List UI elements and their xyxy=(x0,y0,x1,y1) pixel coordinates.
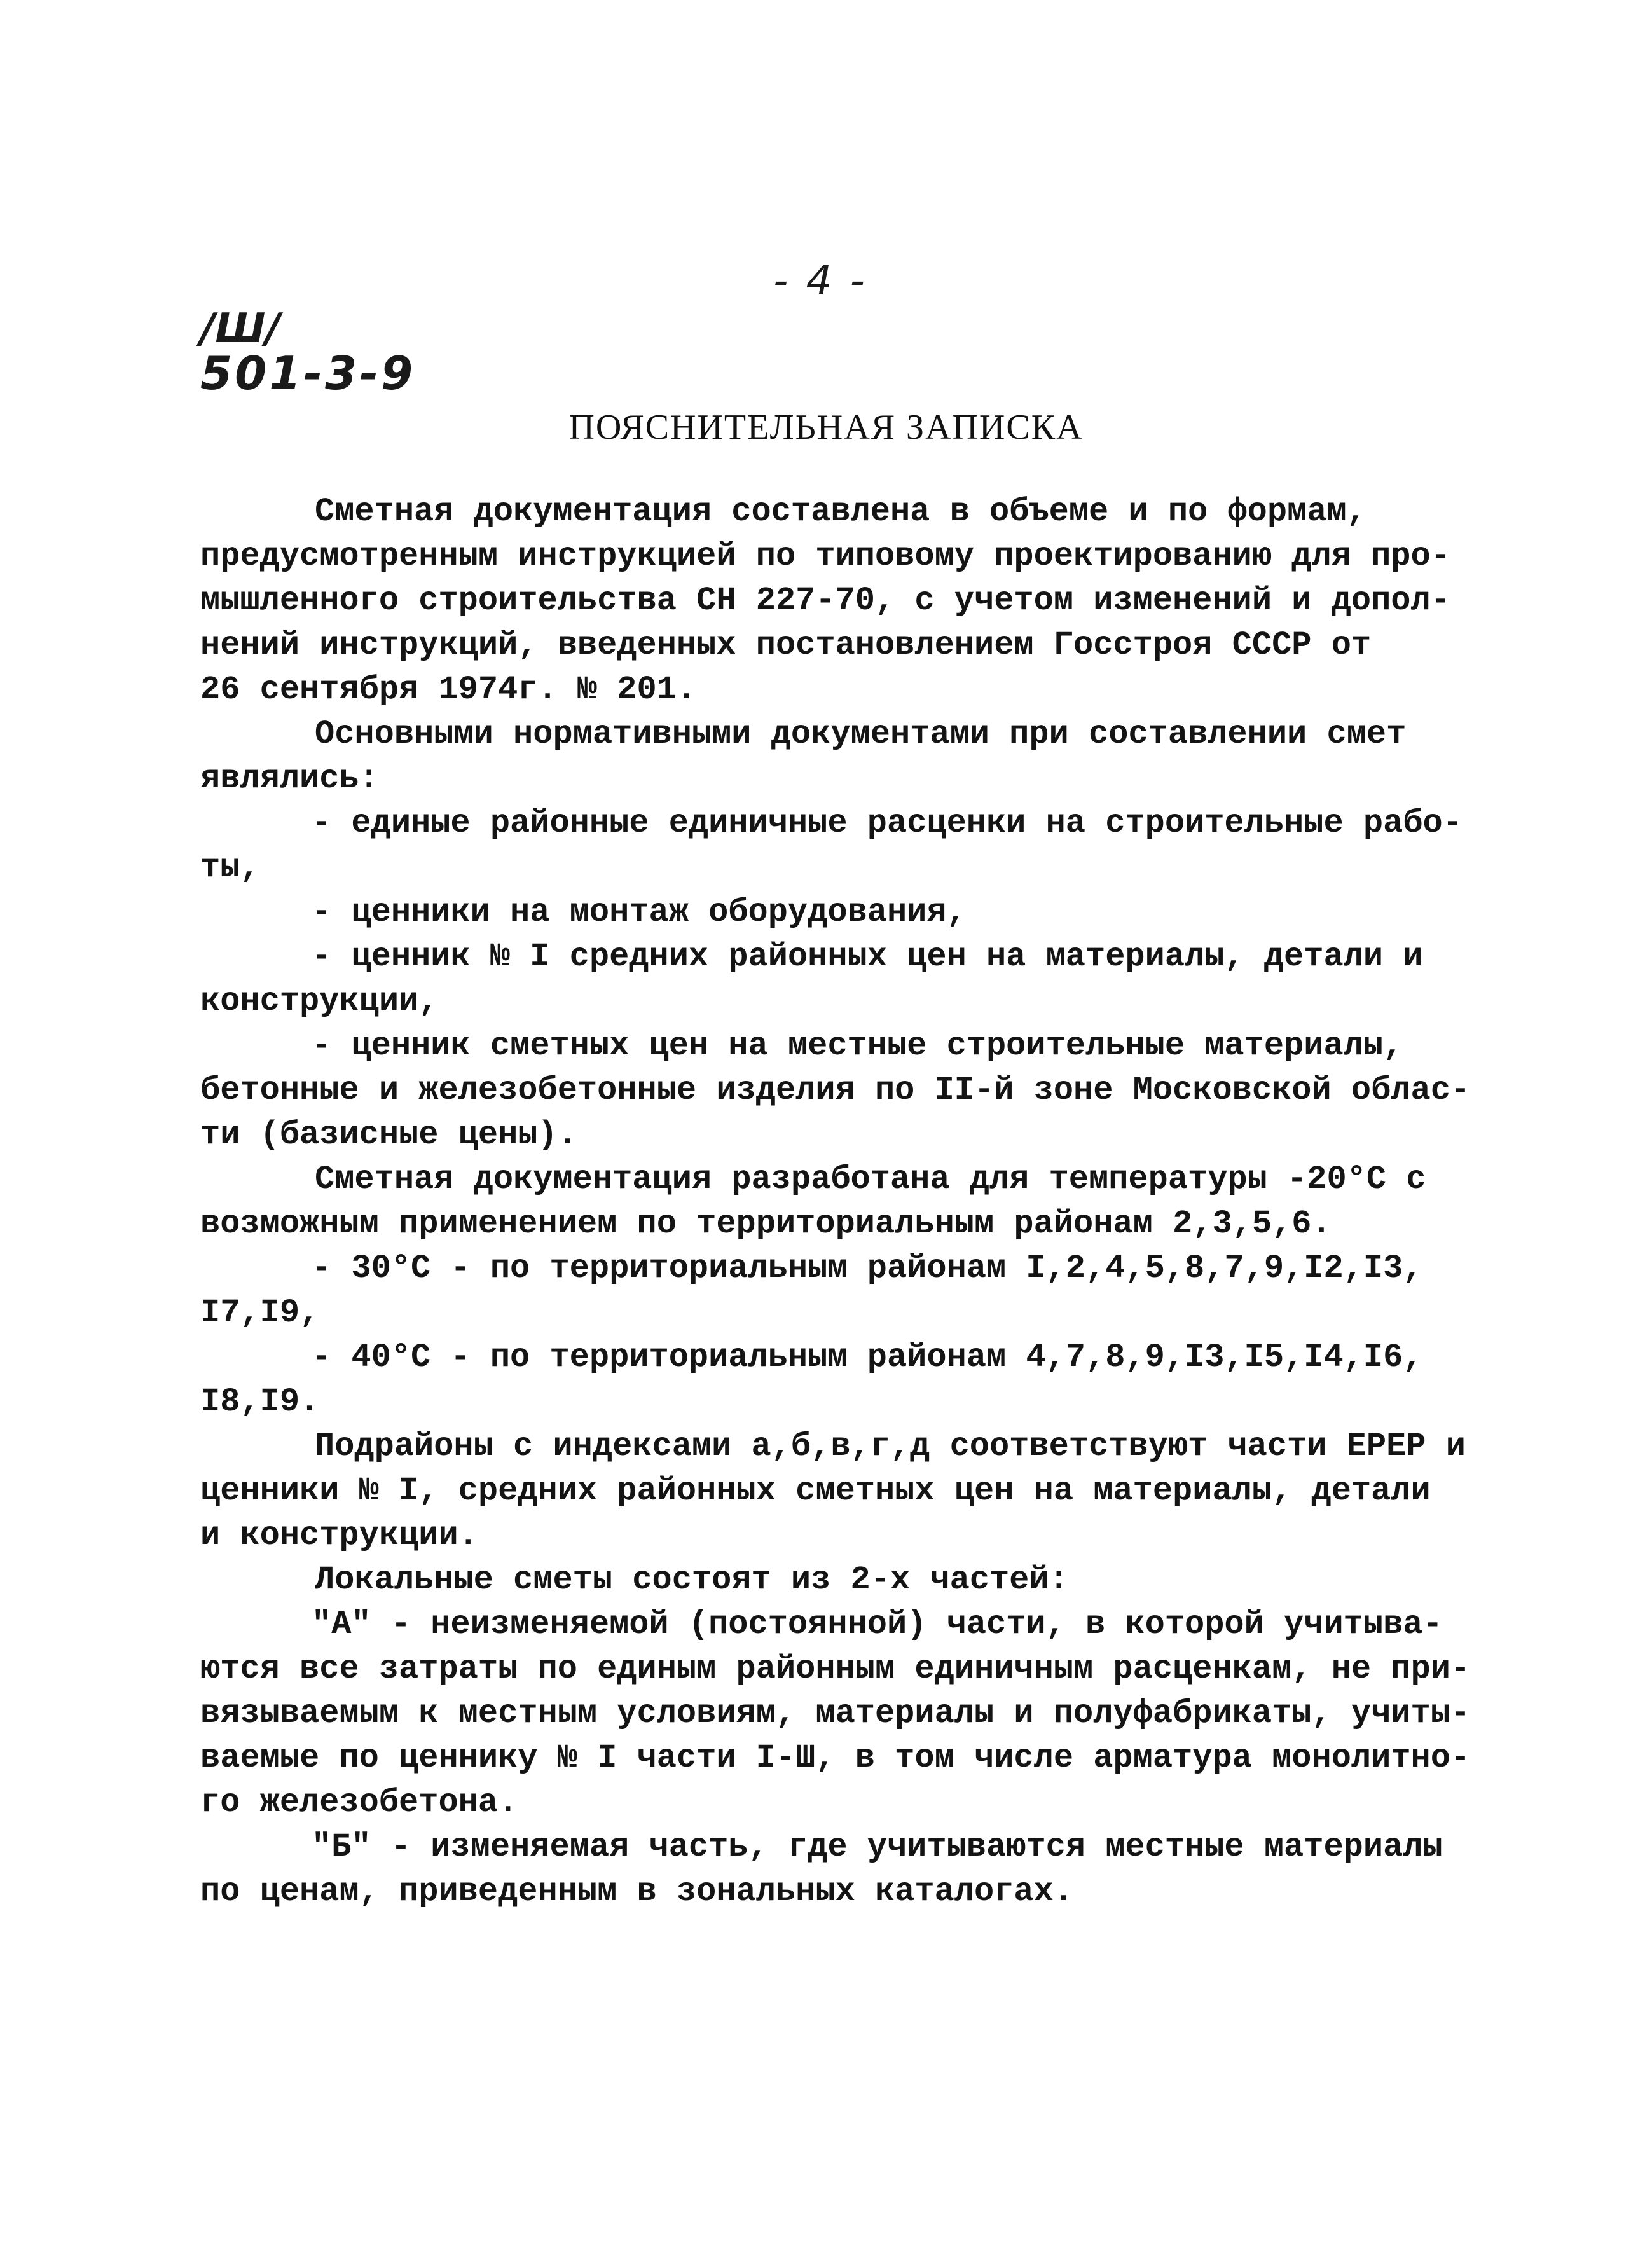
text-line: по ценам, приведенным в зональных каталогах. xyxy=(200,1873,1074,1910)
explanatory-note-body xyxy=(200,490,1471,1914)
page-number: - 4 - xyxy=(773,258,867,305)
text-line: Сметная документация составлена в объеме и по формам, xyxy=(315,493,1366,530)
text-line: вязываемым к местным условиям, материалы и полуфабрикаты, учиты- xyxy=(200,1695,1471,1732)
text-line: Основными нормативными документами при составлении смет xyxy=(315,715,1407,753)
list-item-line: - ценник сметных цен на местные строительные материалы, xyxy=(312,1027,1403,1064)
text-line: ются все затраты по единым районным единичным расценкам, не при- xyxy=(200,1650,1471,1688)
handwritten-series-note: /Ш/ xyxy=(200,305,280,352)
text-line: "А" - неизменяемой (постоянной) части, в которой учитыва- xyxy=(312,1606,1443,1643)
text-line: "Б" - изменяемая часть, где учитываются местные материалы xyxy=(312,1828,1443,1866)
text-line: ты, xyxy=(200,849,260,886)
text-line: бетонные и железобетонные изделия по II-й зоне Московской облас- xyxy=(200,1071,1471,1109)
list-item-line: - ценник № I средних районных цен на материалы, детали и xyxy=(312,938,1423,975)
text-line: возможным применением по территориальным районам 2,3,5,6. xyxy=(200,1205,1332,1243)
text-line: I7,I9, xyxy=(200,1294,320,1332)
text-line: ти (базисные цены). xyxy=(200,1116,577,1154)
text-line: ценники № I, средних районных сметных цен на материалы, детали xyxy=(200,1472,1431,1510)
text-line: и конструкции. xyxy=(200,1517,478,1554)
text-line: конструкции, xyxy=(200,982,439,1020)
text-line: являлись: xyxy=(200,760,379,797)
text-line: предусмотренным инструкцией по типовому проектированию для про- xyxy=(200,537,1450,575)
list-item-line: - 30°С - по территориальным районам I,2,4,5,8,7,9,I2,I3, xyxy=(312,1250,1423,1287)
handwritten-project-code: 501-3-9 xyxy=(200,347,416,400)
text-line: нений инструкций, введенных постановлением Госстроя СССР от xyxy=(200,626,1372,664)
text-line: мышленного строительства СН 227-70, с учетом изменений и допол- xyxy=(200,582,1450,619)
text-line: го железобетона. xyxy=(200,1784,518,1821)
text-line: I8,I9. xyxy=(200,1383,320,1421)
list-item-line: - ценники на монтаж оборудования, xyxy=(312,893,967,931)
text-line: ваемые по ценнику № I части I-Ш, в том числе арматура монолитно- xyxy=(200,1739,1471,1777)
document-title: ПОЯСНИТЕЛЬНАЯ ЗАПИСКА xyxy=(568,408,1084,447)
text-line: Подрайоны с индексами а,б,в,г,д соответствуют части ЕРЕР и xyxy=(315,1428,1466,1465)
list-item-line: - 40°С - по территориальным районам 4,7,8,9,I3,I5,I4,I6, xyxy=(312,1339,1423,1376)
text-line: Локальные сметы состоят из 2-х частей: xyxy=(315,1561,1069,1599)
list-item-line: - единые районные единичные расценки на строительные рабо- xyxy=(312,804,1463,842)
text-line: Сметная документация разработана для температуры -20°С с xyxy=(315,1161,1426,1198)
text-line: 26 сентября 1974г. № 201. xyxy=(200,671,697,708)
